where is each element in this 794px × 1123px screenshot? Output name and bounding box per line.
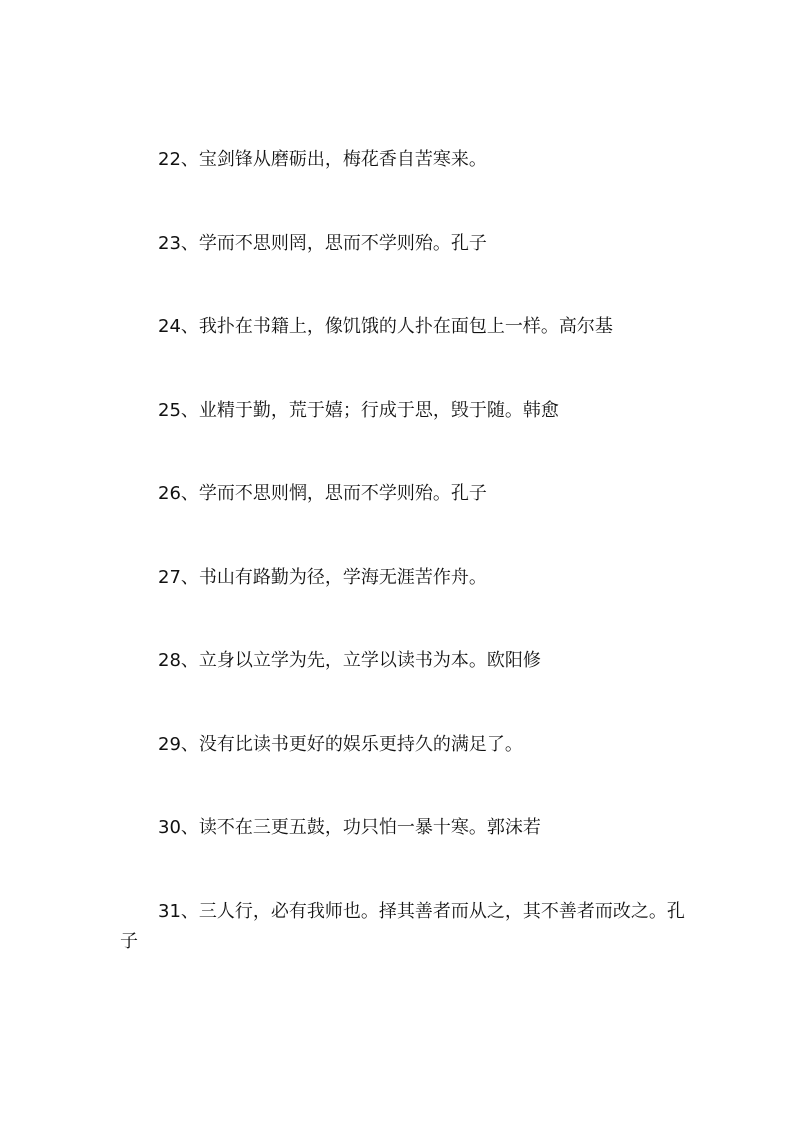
quote-number: 26 (158, 483, 181, 504)
list-item (120, 479, 694, 509)
list-item (120, 813, 694, 843)
quote-separator: 、 (180, 566, 199, 588)
list-item (120, 145, 694, 175)
list-item (120, 563, 694, 593)
quote-list (120, 145, 694, 1010)
quote-text: 没有比读书更好的娱乐更持久的满足了。 (198, 733, 523, 755)
list-item (120, 229, 694, 259)
list-item (120, 312, 694, 342)
quote-separator: 、 (180, 316, 199, 337)
list-item (120, 396, 694, 426)
quote-separator: 、 (180, 650, 199, 671)
quote-number: 24 (158, 316, 181, 337)
quote-text: 宝剑锋从磨砺出，梅花香自苦寒来。 (198, 149, 487, 170)
quote-separator: 、 (180, 817, 199, 838)
quote-number: 27 (158, 566, 181, 588)
quote-text: 三人行，必有我师也。择其善者而从之，其不善者而改之。孔子 (120, 900, 685, 952)
quote-separator: 、 (180, 232, 199, 254)
quote-separator: 、 (180, 900, 199, 922)
quote-text: 学而不思则罔，思而不学则殆。孔子 (198, 232, 487, 254)
quote-number: 22 (158, 149, 181, 170)
quote-number: 29 (158, 733, 181, 755)
quote-number: 25 (158, 399, 181, 421)
quote-text: 业精于勤，荒于嬉；行成于思，毁于随。韩愈 (198, 399, 559, 421)
quote-text: 学而不思则惘，思而不学则殆。孔子 (198, 483, 487, 504)
quote-number: 28 (158, 650, 181, 671)
quote-text: 立身以立学为先，立学以读书为本。欧阳修 (198, 650, 541, 671)
quote-separator: 、 (180, 733, 199, 755)
quote-number: 31 (158, 900, 181, 922)
quote-text: 读不在三更五鼓，功只怕一暴十寒。郭沫若 (198, 817, 541, 838)
list-item (120, 897, 694, 957)
quote-number: 23 (158, 232, 181, 254)
quote-text: 书山有路勤为径，学海无涯苦作舟。 (198, 566, 487, 588)
list-item (120, 730, 694, 760)
list-item (120, 646, 694, 676)
quote-number: 30 (158, 817, 181, 838)
quote-separator: 、 (180, 149, 199, 170)
quote-text: 我扑在书籍上，像饥饿的人扑在面包上一样。高尔基 (198, 316, 613, 337)
quote-separator: 、 (180, 483, 199, 504)
quote-separator: 、 (180, 399, 199, 421)
